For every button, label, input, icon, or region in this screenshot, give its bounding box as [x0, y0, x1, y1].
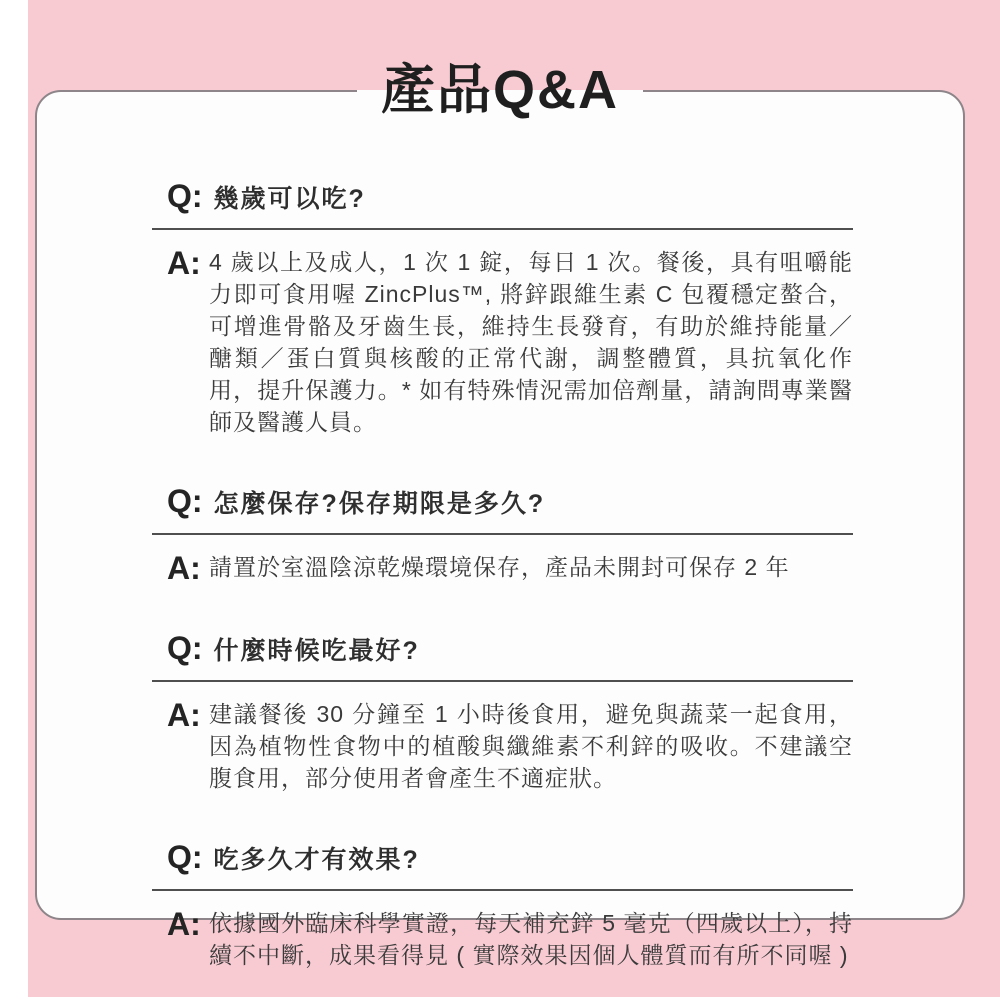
question-divider — [152, 228, 853, 230]
answer-text: 4 歲以上及成人，1 次 1 錠，每日 1 次。餐後，具有咀嚼能力即可食用喔 ZincPlus™, 將鋅跟維生素 C 包覆穩定螯合，可增進骨骼及牙齒生長，維持生長發育，有助於維持能量／醣類／蛋白質與核酸的正常代謝，調整體質，具抗氧化作用，提升保護力。* 如有特殊情況需加倍劑量，請詢問專業醫師及醫護人員。 — [209, 249, 853, 435]
question-label: Q: — [167, 178, 203, 214]
qa-item-1 — [152, 177, 853, 438]
question-divider — [152, 533, 853, 535]
answer-text: 依據國外臨床科學實證，每天補充鋅 5 毫克（四歲以上），持續不中斷，成果看得見 ( 實際效果因個人體質而有所不同喔 ) — [209, 910, 853, 968]
qa-card — [35, 90, 965, 968]
answer-label: A: — [167, 550, 201, 586]
question-divider — [152, 889, 853, 891]
answer-text: 建議餐後 30 分鐘至 1 小時後食用，避免與蔬菜一起食用，因為植物性食物中的植酸與纖維素不利鋅的吸收。不建議空腹食用，部分使用者會產生不適症狀。 — [209, 701, 853, 791]
qa-item-2 — [152, 482, 853, 585]
question-text: 幾歲可以吃? — [213, 185, 366, 213]
question-text: 什麼時候吃最好? — [213, 637, 420, 665]
answer-row — [167, 698, 853, 794]
answer-label: A: — [167, 697, 201, 733]
page-title: 產品Q&A — [357, 58, 643, 122]
question-row — [167, 177, 853, 222]
answer-text: 請置於室溫陰涼乾燥環境保存，產品未開封可保存 2 年 — [209, 554, 790, 580]
question-row — [167, 629, 853, 674]
question-text: 怎麼保存?保存期限是多久? — [213, 490, 546, 518]
question-row — [167, 482, 853, 527]
qa-list — [37, 92, 963, 971]
answer-row — [167, 907, 853, 971]
question-row — [167, 838, 853, 883]
question-label: Q: — [167, 630, 203, 666]
answer-row — [167, 246, 853, 438]
answer-row — [167, 551, 853, 585]
answer-label: A: — [167, 906, 201, 942]
qa-item-4 — [152, 838, 853, 971]
question-label: Q: — [167, 839, 203, 875]
question-label: Q: — [167, 483, 203, 519]
qa-item-3 — [152, 629, 853, 794]
answer-label: A: — [167, 245, 201, 281]
question-text: 吃多久才有效果? — [213, 846, 420, 874]
question-divider — [152, 680, 853, 682]
